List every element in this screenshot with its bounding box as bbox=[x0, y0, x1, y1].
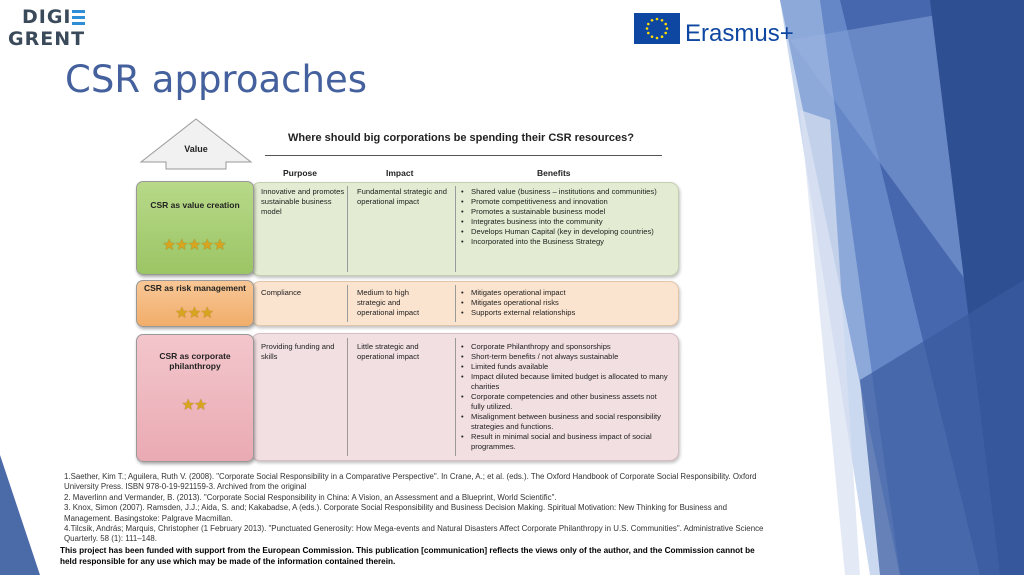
column-divider bbox=[347, 186, 348, 272]
philanthropy-purpose: Providing funding and skills bbox=[261, 342, 335, 361]
value-creation-benefits bbox=[459, 187, 673, 247]
digigrent-logo bbox=[8, 6, 88, 52]
logo-bar bbox=[72, 10, 85, 13]
rating-stars-icon: ★★★ bbox=[176, 305, 214, 320]
reference-item: 4.Tilcsik, András; Marquis, Christopher (1 February 2013). "Punctuated Generosity: How Mega-events and Natural Disasters Affect Corporate Philanthropy in U.S. Communities". Administrative Science Quarterly. 58 (1): 111–148. bbox=[64, 524, 764, 544]
erasmus-logo-text: Erasmus+ bbox=[685, 20, 794, 47]
risk-management-purpose: Compliance bbox=[261, 288, 302, 297]
grent-logo-text: GRENT bbox=[8, 28, 86, 50]
logo-bar bbox=[72, 16, 85, 19]
column-divider bbox=[455, 285, 456, 322]
benefit-item: • Mitigates operational impact bbox=[459, 288, 673, 298]
philanthropy-label: CSR as corporate philanthropy bbox=[159, 351, 231, 371]
benefit-item: • Mitigates operational risks bbox=[459, 298, 673, 308]
column-divider bbox=[455, 338, 456, 456]
value-creation-purpose: Innovative and promotes sustainable business model bbox=[261, 187, 345, 216]
column-header-benefits: Benefits bbox=[537, 168, 571, 178]
column-divider bbox=[455, 186, 456, 272]
philanthropy-benefits bbox=[459, 342, 669, 452]
risk-management-label: CSR as risk management bbox=[143, 283, 247, 293]
benefit-item: • Promotes a sustainable business model bbox=[459, 207, 673, 217]
risk-management-benefits bbox=[459, 288, 673, 318]
risk-management-impact: Medium to high strategic and operational impact bbox=[357, 288, 420, 317]
philanthropy-label-box bbox=[136, 334, 254, 462]
benefit-item: • Misalignment between business and social responsibility strategies and functions. bbox=[459, 412, 669, 432]
benefit-item: • Result in minimal social and business impact of social programmes. bbox=[459, 432, 669, 452]
column-divider bbox=[347, 285, 348, 322]
value-creation-label: CSR as value creation bbox=[150, 200, 240, 210]
benefit-item: • Promote competitiveness and innovation bbox=[459, 197, 673, 207]
column-header-purpose: Purpose bbox=[283, 168, 318, 178]
benefit-item: • Corporate Philanthropy and sponsorships bbox=[459, 342, 669, 352]
logo-bar bbox=[72, 22, 85, 25]
philanthropy-impact: Little strategic and operational impact bbox=[357, 342, 420, 361]
benefit-item: • Corporate competencies and other business assets not fully utilized. bbox=[459, 392, 669, 412]
column-header-impact: Impact bbox=[386, 168, 414, 178]
column-divider bbox=[347, 338, 348, 456]
benefit-item: • Impact diluted because limited budget is allocated to many charities bbox=[459, 372, 669, 392]
benefit-item: • Develops Human Capital (key in developing countries) bbox=[459, 227, 673, 237]
value-creation-label-box bbox=[136, 181, 254, 275]
eu-stars-icon bbox=[634, 13, 680, 44]
benefit-item: • Short-term benefits / not always sustainable bbox=[459, 352, 669, 362]
csr-diagram bbox=[135, 118, 680, 463]
rating-stars-icon: ★★★★★ bbox=[163, 237, 227, 252]
left-corner-shape bbox=[0, 455, 40, 575]
question-underline bbox=[265, 155, 662, 156]
rating-stars-icon: ★★ bbox=[182, 397, 208, 412]
diagram-question: Where should big corporations be spending their CSR resources? bbox=[288, 132, 634, 144]
eu-disclaimer: This project has been funded with support from the European Commission. This publication [communication] reflects the views only of the author, and the Commission cannot be held responsible for any use which may be made of the information contained therein. bbox=[60, 546, 755, 566]
value-creation-impact: Fundamental strategic and operational impact bbox=[357, 187, 447, 206]
eu-flag-icon bbox=[634, 13, 680, 44]
reference-item: 1.Saether, Kim T.; Aguilera, Ruth V. (2008). "Corporate Social Responsibility in a Comparative Perspective". In Crane, A.; et al. (eds.). The Oxford Handbook of Corporate Social Responsibility. Oxford University Press. ISBN 978-0-19-921159-3. Archived from the original bbox=[64, 472, 757, 492]
reference-item: 3. Knox, Simon (2007). Ramsden, J.J.; Aida, S. and; Kakabadse, A (eds.). Corporate Social Responsibility and Business Decision Making. Spiritual Motivation: New Thinking for Business and Management. Basingstoke: Palgrave Macmillan. bbox=[64, 503, 728, 523]
benefit-item: • Shared value (business – institutions and communities) bbox=[459, 187, 673, 197]
references bbox=[64, 472, 774, 545]
digi-logo-text: DIGI bbox=[22, 6, 72, 28]
benefit-item: • Supports external relationships bbox=[459, 308, 673, 318]
value-arrow-label: Value bbox=[184, 144, 208, 154]
benefit-item: • Incorporated into the Business Strategy bbox=[459, 237, 673, 247]
benefit-item: • Integrates business into the community bbox=[459, 217, 673, 227]
reference-item: 2. Maverlinn and Vermander, B. (2013). "Corporate Social Responsibility in China: A Vision, an Assessment and a Blueprint, World Scientific". bbox=[64, 492, 557, 502]
benefit-item: • Limited funds available bbox=[459, 362, 669, 372]
risk-management-label-box bbox=[136, 280, 254, 327]
slide-title: CSR approaches bbox=[65, 58, 367, 101]
